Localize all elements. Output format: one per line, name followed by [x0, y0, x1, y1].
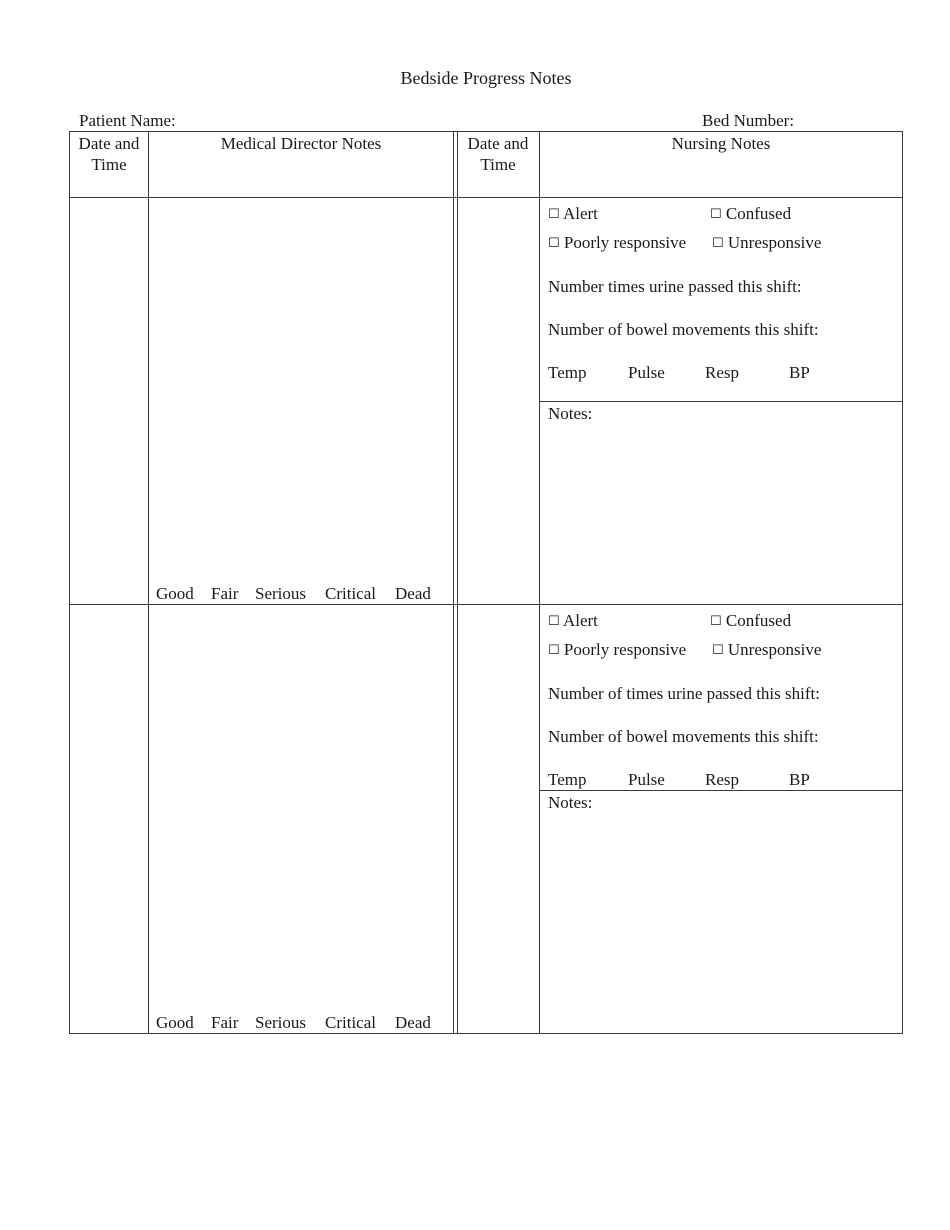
condition-good[interactable]: Good: [156, 584, 194, 603]
confused-checkbox[interactable]: [710, 611, 791, 633]
condition-good[interactable]: Good: [156, 1013, 194, 1032]
checkbox-icon: ☐: [710, 614, 722, 629]
pulse-label: Pulse: [628, 363, 665, 382]
page-title: Bedside Progress Notes: [400, 68, 572, 88]
header-nursing-notes: Nursing Notes: [671, 134, 771, 153]
poorly-responsive-checkbox[interactable]: [548, 640, 686, 662]
pulse-label: Pulse: [628, 770, 665, 789]
bowel-count-label: Number of bowel movements this shift:: [548, 320, 819, 339]
temp-label: Temp: [548, 363, 587, 382]
confused-label: Confused: [725, 611, 792, 630]
condition-fair[interactable]: Fair: [211, 584, 239, 603]
alert-checkbox[interactable]: [548, 611, 598, 633]
alert-checkbox[interactable]: [548, 204, 598, 226]
unresponsive-label: Unresponsive: [727, 640, 822, 659]
checkbox-icon: ☐: [548, 614, 560, 629]
temp-label: Temp: [548, 770, 587, 789]
poorly-responsive-label: Poorly responsive: [563, 233, 687, 252]
bp-label: BP: [789, 770, 810, 789]
bp-label: BP: [789, 363, 810, 382]
condition-dead[interactable]: Dead: [395, 584, 431, 603]
checkbox-icon: ☐: [548, 643, 560, 658]
confused-checkbox[interactable]: [710, 204, 791, 226]
resp-label: Resp: [705, 770, 739, 789]
urine-count-label: Number times urine passed this shift:: [548, 277, 802, 296]
checkbox-icon: ☐: [548, 236, 560, 251]
header-date-time-1: Date and Time: [78, 134, 140, 174]
bed-number-label: Bed Number:: [702, 111, 795, 130]
condition-fair[interactable]: Fair: [211, 1013, 239, 1032]
confused-label: Confused: [725, 204, 792, 223]
checkbox-icon: ☐: [710, 207, 722, 222]
header-medical-director-notes: Medical Director Notes: [220, 134, 382, 153]
poorly-responsive-label: Poorly responsive: [563, 640, 687, 659]
unresponsive-checkbox[interactable]: [712, 640, 821, 662]
patient-name-label: Patient Name:: [79, 111, 176, 130]
checkbox-icon: ☐: [548, 207, 560, 222]
condition-critical[interactable]: Critical: [325, 1013, 376, 1032]
alert-label: Alert: [562, 611, 598, 630]
condition-dead[interactable]: Dead: [395, 1013, 431, 1032]
bowel-count-label: Number of bowel movements this shift:: [548, 727, 819, 746]
resp-label: Resp: [705, 363, 739, 382]
checkbox-icon: ☐: [712, 643, 724, 658]
condition-serious[interactable]: Serious: [255, 584, 306, 603]
poorly-responsive-checkbox[interactable]: [548, 233, 686, 255]
unresponsive-label: Unresponsive: [727, 233, 822, 252]
condition-critical[interactable]: Critical: [325, 584, 376, 603]
header-date-time-2: Date and Time: [467, 134, 529, 174]
checkbox-icon: ☐: [712, 236, 724, 251]
notes-label: Notes:: [548, 793, 593, 812]
unresponsive-checkbox[interactable]: [712, 233, 821, 255]
alert-label: Alert: [562, 204, 598, 223]
condition-serious[interactable]: Serious: [255, 1013, 306, 1032]
urine-count-label: Number of times urine passed this shift:: [548, 684, 820, 703]
notes-label: Notes:: [548, 404, 593, 423]
